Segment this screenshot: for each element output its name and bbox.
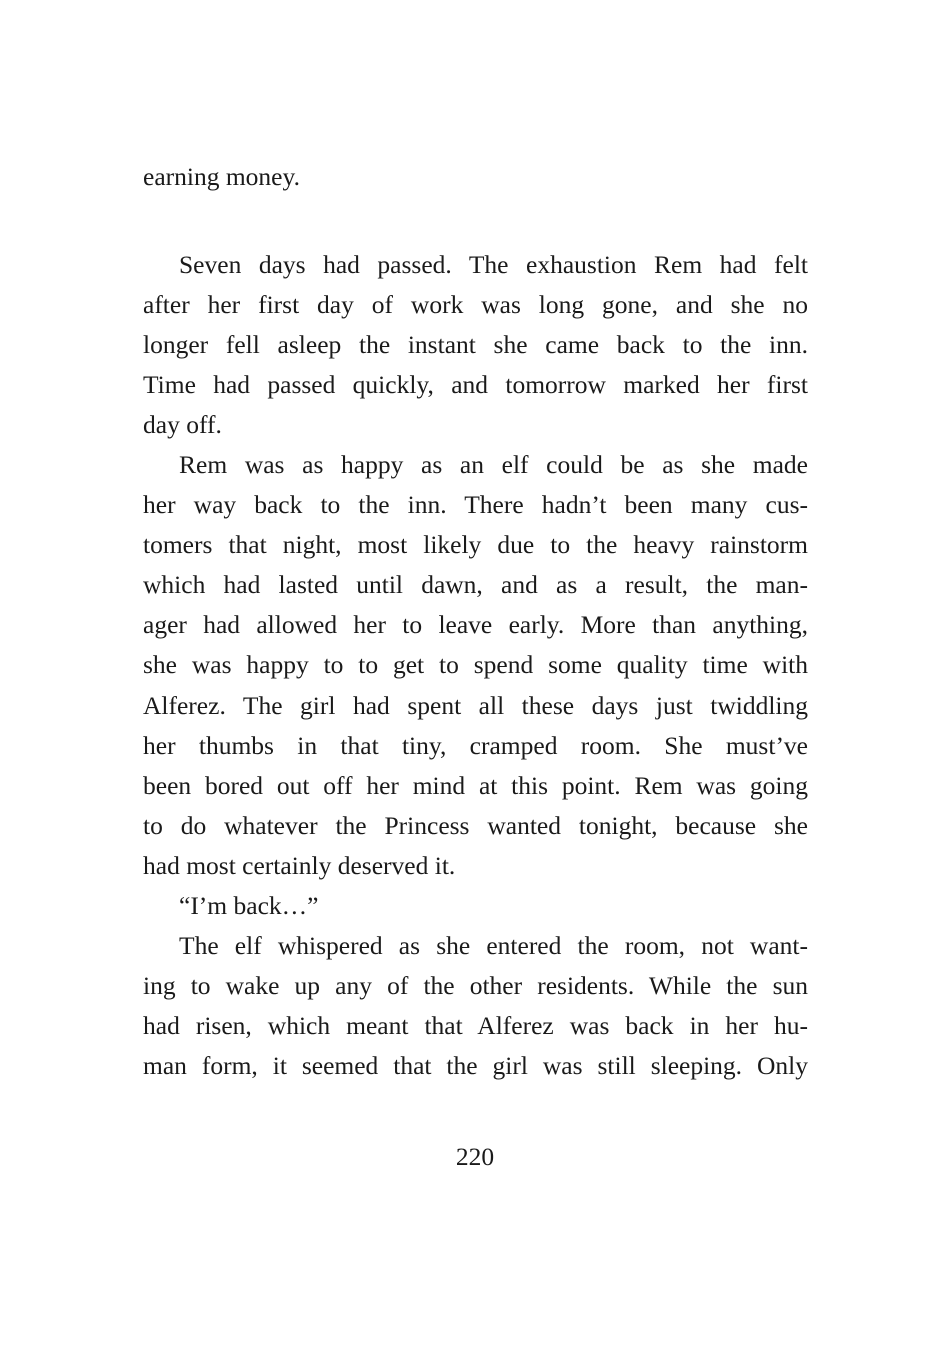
paragraph-continuation <box>143 157 808 197</box>
page-number: 220 <box>455 1142 495 1171</box>
text-line: man form, it seemed that the girl was still sleeping. Only <box>143 1050 808 1080</box>
text-line: “I’m back…” <box>179 890 319 920</box>
text-line: been bored out off her mind at this point. Rem was going <box>143 770 808 800</box>
text-line: tomers that night, most likely due to the heavy rainstorm <box>143 530 808 560</box>
text-line: she was happy to to get to spend some quality time with <box>143 650 808 680</box>
text-line: had most certainly deserved it. <box>143 850 456 880</box>
text-line: which had lasted until dawn, and as a result, the man- <box>143 570 808 600</box>
text-line: Rem was as happy as an elf could be as she made <box>179 450 808 480</box>
text-line: to do whatever the Princess wanted tonight, because she <box>143 810 808 840</box>
text-line: earning money. <box>143 162 300 191</box>
text-line: day off. <box>143 410 222 440</box>
text-line: her thumbs in that tiny, cramped room. She must’ve <box>143 730 808 760</box>
text-line: her way back to the inn. There hadn’t been many cus- <box>143 490 808 520</box>
text-line: Alferez. The girl had spent all these days just twiddling <box>143 690 808 720</box>
text-line: after her first day of work was long gone, and she no <box>143 290 808 320</box>
text-line: The elf whispered as she entered the room, not want- <box>179 930 808 960</box>
text-line: longer fell asleep the instant she came back to the inn. <box>143 330 808 360</box>
text-line: had risen, which meant that Alferez was back in her hu- <box>143 1010 808 1040</box>
text-line: ager had allowed her to leave early. More than anything, <box>143 610 808 640</box>
body-text <box>143 245 808 1086</box>
text-line: Time had passed quickly, and tomorrow marked her first <box>143 370 808 400</box>
text-line: Seven days had passed. The exhaustion Rem had felt <box>179 250 808 279</box>
text-line: ing to wake up any of the other residents. While the sun <box>143 970 808 1000</box>
